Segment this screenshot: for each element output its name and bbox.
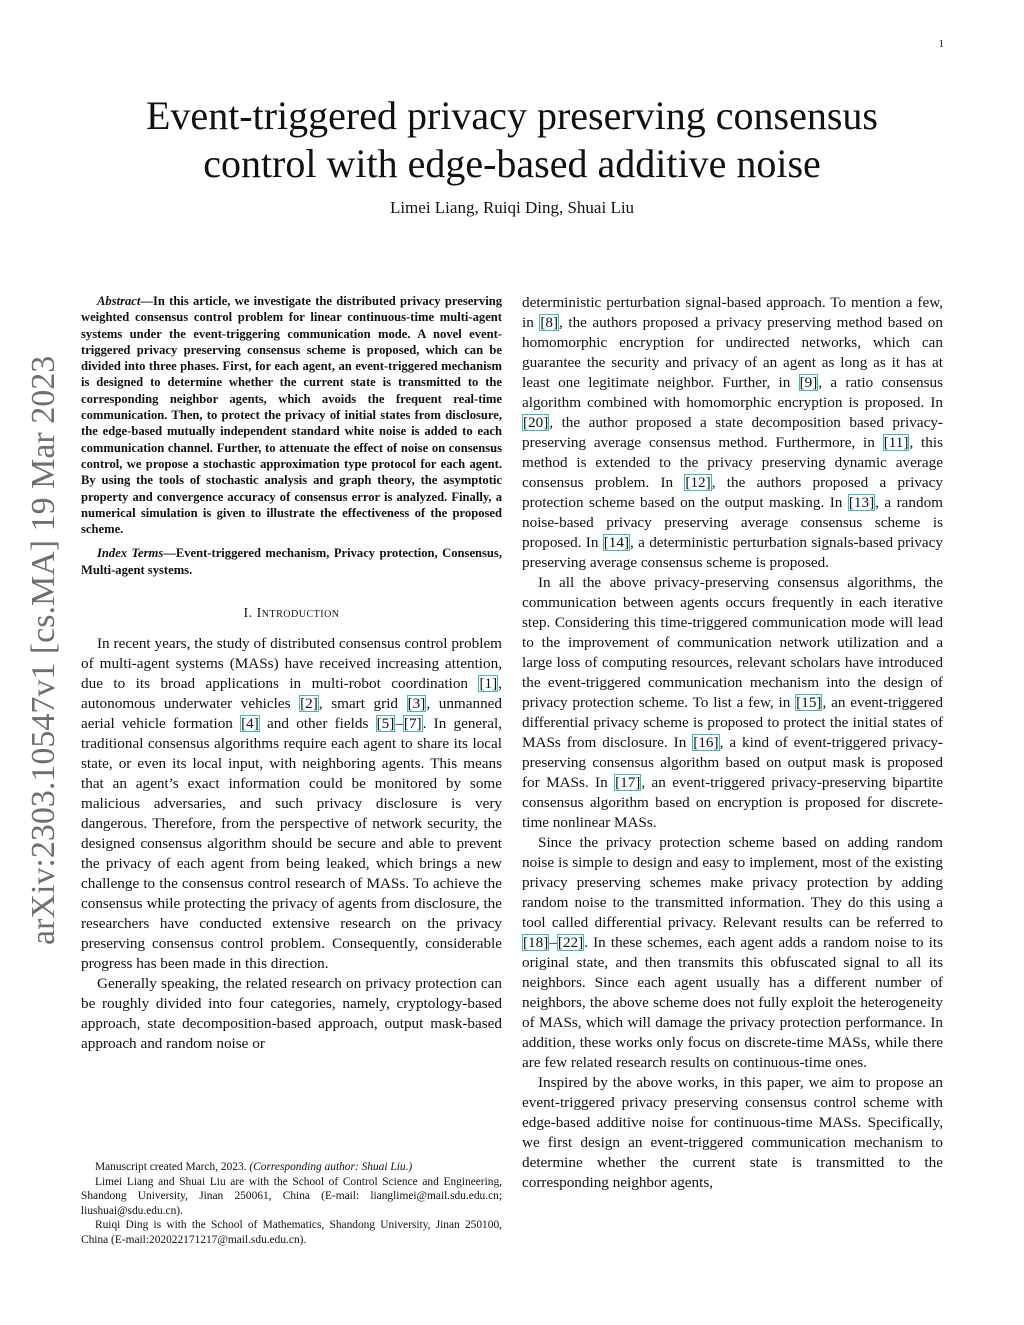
text-run: Manuscript created March, 2023. (95, 1161, 250, 1173)
text-run: Since the privacy protection scheme based on adding random noise is simple to design and easy to implement, most of the existing privacy preserving schemes make privacy protection by adding random noise to the transmitted information. They do this using a tool called differential privacy. Relevant results can be referred to (522, 834, 943, 931)
text-run: and other fields (259, 715, 376, 733)
index-terms-text: —Event-triggered mechanism, Privacy protection, Consensus, Multi-agent systems. (81, 546, 502, 577)
abstract-label: Abstract (97, 294, 141, 308)
footnote-affiliation-1: Limei Liang and Shuai Liu are with the School of Control Science and Engineering, Shandong University, Jinan 250061, China (E-mail: lianglimei@mail.sdu.edu.cn; liushuai@sdu.edu.cn). (81, 1175, 502, 1217)
right-paragraph-1 (522, 293, 943, 573)
text-run: – (549, 934, 557, 951)
footnote-manuscript (81, 1160, 502, 1175)
citation-link[interactable]: [20] (523, 414, 549, 431)
citation-link[interactable]: [14] (603, 534, 630, 551)
right-paragraph-2 (522, 573, 943, 833)
left-column (81, 293, 502, 1054)
citation-link[interactable]: [11] (883, 434, 909, 451)
citation-link[interactable]: [16] (693, 734, 719, 751)
text-run: In all the above privacy-preserving consensus algorithms, the communication between agents occurs frequently in each iterative step. Considering this time-triggered communication mode will lead to the improvement of communication network utilization and a large loss of computing resources, relevant scholars have introduced the event-triggered communication mechanism into the design of privacy protection scheme. To list a few, in (522, 574, 943, 711)
intro-paragraph-2: Generally speaking, the related research on privacy protection can be roughly divided into four categories, namely, cryptology-based approach, state decomposition-based approach, output mask-based approach and random noise or (81, 975, 502, 1053)
right-column (522, 293, 943, 1193)
text-run: , smart grid (318, 695, 407, 713)
text-run: , autonomous underwater vehicles (81, 675, 502, 713)
citation-link[interactable]: [1] (479, 675, 498, 693)
title-line-2: control with edge-based additive noise (203, 141, 821, 186)
right-paragraph-3 (522, 833, 943, 1073)
text-run: . In general, traditional consensus algorithms require each agent to share its local state, or even its local input, with neighboring agents. This means that an agent’s exact information could be monitored by some malicious adversaries, and such privacy disclosure is very dangerous. Therefore, from the perspective of network security, the designed consensus algorithm should be secure and able to prevent the privacy of each agent from being leaked, which brings a new challenge to the consensus control research of MASs. To achieve the consensus while protecting the privacy of agents from disclosure, the researchers have conducted extensive research on the privacy preserving consensus control problem. Consequently, considerable progress has been made in this direction. (81, 715, 502, 973)
citation-link[interactable]: [15] (796, 694, 822, 711)
footnote-affiliation-2: Ruiqi Ding is with the School of Mathematics, Shandong University, Jinan 250100, China (E-mail:202022171217@mail.sdu.edu.cn). (81, 1219, 502, 1246)
citation-link[interactable]: [13] (848, 494, 875, 511)
intro-paragraph-1 (81, 634, 502, 974)
title-line-1: Event-triggered privacy preserving consensus (146, 93, 878, 138)
citation-link[interactable]: [3] (407, 695, 426, 713)
text-run: , the authors proposed a privacy preserving method based on homomorphic encryption for undirected networks, which can guarantee the security and privacy of an agent as long as it has at least one legitimate neighbor. Further, in (522, 314, 943, 391)
text-run: . In these schemes, each agent adds a random noise to its original state, and then transmits this obfuscated signal to all its neighbors. Since each agent usually has a different number of neighbors, the above scheme does not fully exploit the heterogeneity of MASs, which will damage the privacy protection performance. In addition, these works only focus on discrete-time MASs, while there are few related research results on continuous-time ones. (522, 934, 943, 1071)
text-run: , the authors proposed a privacy protection scheme based on the output masking. In (522, 474, 943, 511)
text-run: , this method is extended to the privacy preserving dynamic average consensus problem. In (522, 434, 943, 491)
citation-link[interactable]: [8] (540, 314, 559, 331)
text-run: deterministic perturbation signal-based approach. To mention a few, in (522, 294, 943, 331)
text-run: , an event-triggered privacy-preserving bipartite consensus algorithm based on encryption is proposed for discrete-time nonlinear MASs. (522, 774, 943, 831)
right-paragraph-4: Inspired by the above works, in this paper, we aim to propose an event-triggered privacy preserving consensus control scheme with edge-based additive noise for continuous-time MASs. Specifically, we first design an event-triggered communication mechanism to determine whether the current state is transmitted to the corresponding neighbor agents, (522, 1074, 943, 1191)
text-run: In recent years, the study of distributed consensus control problem of multi-agent systems (MASs) have received increasing attention, due to its broad applications in multi-robot coordination (81, 635, 502, 693)
page-number: 1 (938, 38, 944, 50)
citation-link[interactable]: [5] (376, 715, 395, 733)
citation-link[interactable]: [12] (685, 474, 711, 491)
author-list: Limei Liang, Ruiqi Ding, Shuai Liu (389, 198, 635, 217)
text-run: , a deterministic perturbation signals-based privacy preserving average consensus scheme is proposed. (522, 534, 943, 571)
text-run: , a kind of event-triggered privacy-preserving consensus algorithm based on output mask is proposed for MASs. In (522, 734, 943, 791)
citation-link[interactable]: [7] (403, 715, 422, 733)
text-run: , unmanned aerial vehicle formation (81, 695, 502, 733)
text-run: , the author proposed a state decomposition based privacy-preserving average consensus method. Furthermore, in (522, 414, 943, 451)
index-terms-label: Index Terms (97, 546, 164, 561)
citation-link[interactable]: [18] (523, 934, 549, 951)
text-run: , a random noise-based privacy preserving average consensus scheme is proposed. In (522, 494, 943, 551)
abstract-text: —In this article, we investigate the distributed privacy preserving weighted consensus control problem for linear continuous-time multi-agent systems under the event-triggering communication mode. A novel event-triggered privacy preserving consensus scheme is proposed, which can be divided into three phases. First, for each agent, an event-triggered mechanism is designed to determine whether the current state is transmitted to the corresponding neighbor agents, which avoids the frequent real-time communication. Then, to protect the privacy of initial states from disclosure, the edge-based mutually independent standard white noise is added to each communication channel. Further, to attenuate the effect of noise on consensus control, we propose a stochastic approximation type protocol for each agent. By using the tools of stochastic analysis and graph theory, the asymptotic property and convergence accuracy of consensus error is analyzed. Finally, a numerical simulation is given to illustrate the effectiveness of the proposed scheme. (81, 294, 502, 537)
paper-title (100, 92, 924, 188)
section-heading-introduction: I. Introduction (243, 606, 340, 622)
footnotes (81, 1160, 502, 1248)
citation-link[interactable]: [4] (241, 715, 259, 733)
citation-link[interactable]: [2] (300, 695, 318, 713)
text-run: , an event-triggered differential privacy scheme is proposed to protect the initial states of MASs from disclosure. In (522, 694, 943, 751)
text-run: – (395, 715, 403, 733)
citation-link[interactable]: [22] (557, 934, 584, 951)
corresponding-author-note: (Corresponding author: Shuai Liu.) (249, 1161, 413, 1173)
text-run: , a ratio consensus algorithm combined with homomorphic encryption is proposed. In (522, 374, 943, 411)
citation-link[interactable]: [9] (799, 374, 818, 391)
abstract (81, 293, 502, 537)
arxiv-identifier: arXiv:2303.10547v1 [cs.MA] 19 Mar 2023 (25, 355, 62, 945)
index-terms (81, 545, 502, 578)
citation-link[interactable]: [17] (615, 774, 641, 791)
